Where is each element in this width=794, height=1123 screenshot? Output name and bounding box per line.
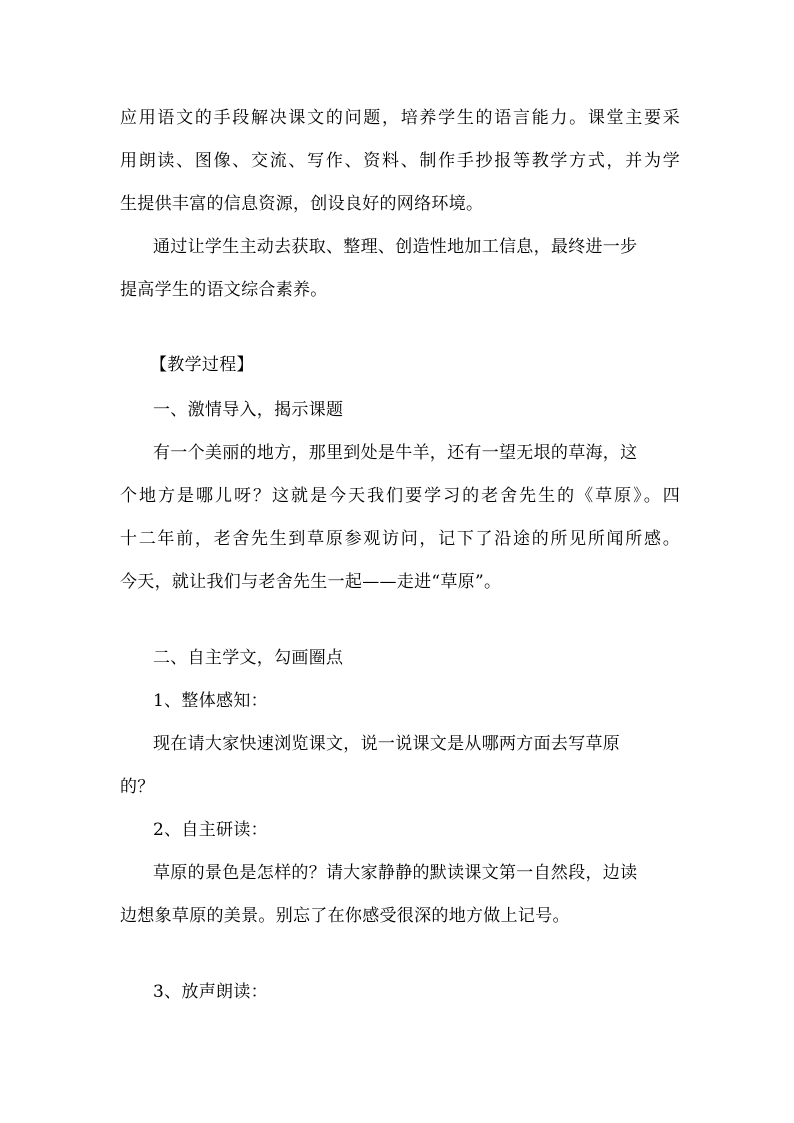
paragraph-1-line-1: 应用语文的手段解决课文的问题，培养学生的语言能力。课堂主要采 <box>120 108 680 128</box>
sub-heading-1: 1、整体感知： <box>153 691 268 711</box>
paragraph-3-line-4: 今天，就让我们与老舍先生一起——走进“草原”。 <box>120 572 502 592</box>
sub-heading-2: 2、自主研读： <box>153 820 268 840</box>
paragraph-4-line-1: 现在请大家快速浏览课文，说一说课文是从哪两方面去写草原 <box>153 734 621 754</box>
sub-heading-3: 3、放声朗读： <box>153 982 268 1002</box>
paragraph-2-line-1: 通过让学生主动去获取、整理、创造性地加工信息，最终进一步 <box>153 237 638 257</box>
paragraph-3-line-1: 有一个美丽的地方，那里到处是牛羊，还有一望无垠的草海，这 <box>153 443 638 463</box>
step-2-heading: 二、自主学文，勾画圈点 <box>153 648 344 668</box>
paragraph-4-line-2: 的？ <box>120 777 155 797</box>
paragraph-2-line-2: 提高学生的语文综合素养。 <box>120 280 328 300</box>
paragraph-1-line-3: 生提供丰富的信息资源，创设良好的网络环境。 <box>120 194 484 214</box>
section-heading-teaching-process: 【教学过程】 <box>150 355 254 375</box>
paragraph-3-line-2: 个地方是哪儿呀？这就是今天我们要学习的老舍先生的《草原》。四 <box>120 486 680 506</box>
paragraph-3-line-3: 十二年前，老舍先生到草原参观访问，记下了沿途的所见所闻所感。 <box>120 529 680 549</box>
paragraph-5-line-2: 边想象草原的美景。别忘了在你感受很深的地方做上记号。 <box>120 906 570 926</box>
step-1-heading: 一、激情导入，揭示课题 <box>153 400 344 420</box>
paragraph-1-line-2: 用朗读、图像、交流、写作、资料、制作手抄报等教学方式，并为学 <box>120 151 680 171</box>
paragraph-5-line-1: 草原的景色是怎样的？请大家静静的默读课文第一自然段，边读 <box>153 863 638 883</box>
